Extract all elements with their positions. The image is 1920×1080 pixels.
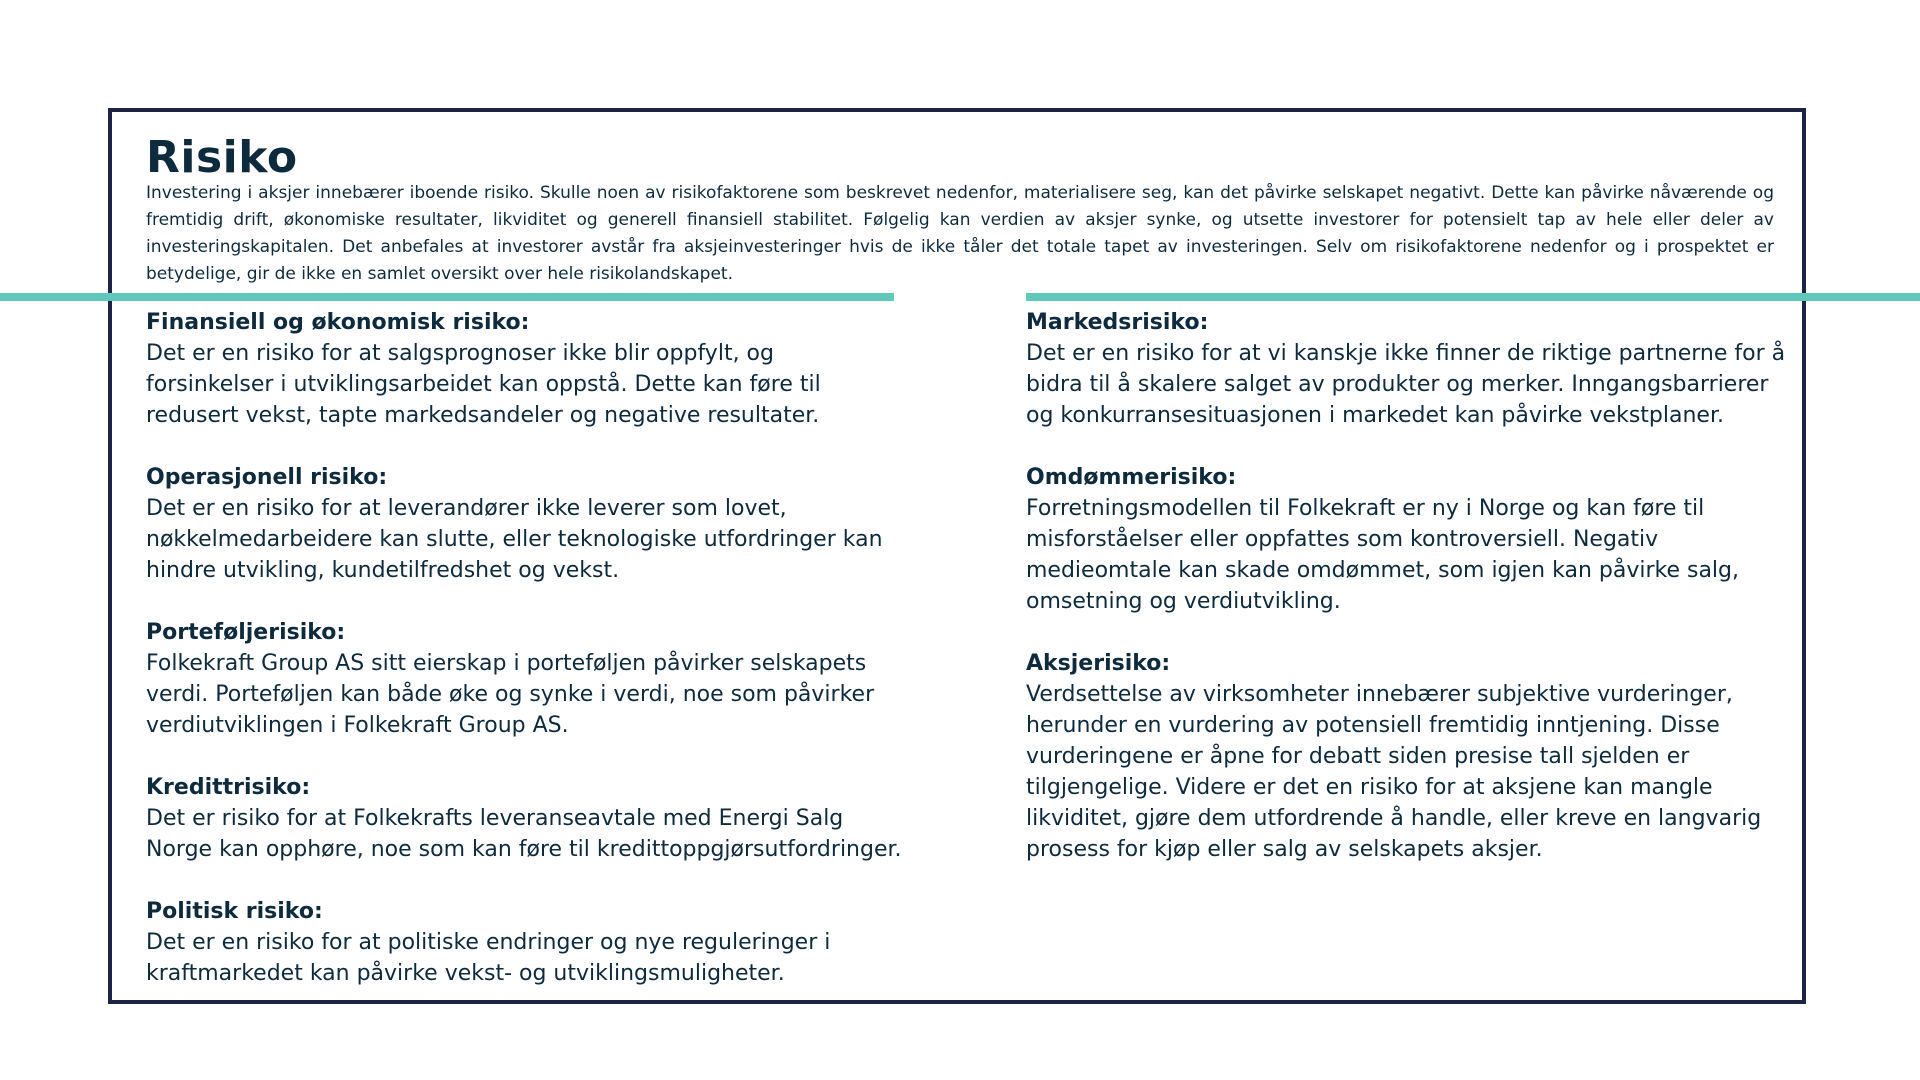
section-title: Finansiell og økonomisk risiko: (146, 310, 530, 335)
section-text: Det er en risiko for at vi kanskje ikke finner de riktige partnerne for å bidra til å skalere salget av produkter og merker. Inngangsbarrierer og konkurransesituasjonen i markedet kan påvirke vekstplaner. (1026, 341, 1786, 428)
section-text: Det er risiko for at Folkekrafts leveranseavtale med Energi Salg Norge kan opphøre, noe som kan føre til kredittoppgjørsutfordringer. (146, 806, 902, 862)
section-text: Det er en risiko for at politiske endringer og nye reguleringer i kraftmarkedet kan påvirke vekst- og utviklingsmuligheter. (146, 930, 831, 986)
left-column (146, 307, 906, 1020)
section-title: Omdømmerisiko: (1026, 465, 1237, 490)
risk-section-financial (146, 307, 906, 431)
section-text: Verdsettelse av virksomheter innebærer subjektive vurderinger, herunder en vurdering av potensiell fremtidig inntjening. Disse vurderingene er åpne for debatt siden presise tall sjelden er tilgjengelige. Videre er det en risiko for at aksjene kan mangle likviditet, gjøre dem utfordrende å handle, eller kreve en langvarig prosess for kjøp eller salg av selskapets aksjer. (1026, 682, 1762, 862)
section-title: Aksjerisiko: (1026, 651, 1171, 676)
page-title: Risiko (146, 132, 298, 183)
section-title: Politisk risiko: (146, 899, 323, 924)
risk-section-portfolio (146, 617, 906, 741)
intro-paragraph: Investering i aksjer innebærer iboende risiko. Skulle noen av risikofaktorene som beskrevet nedenfor, materialisere seg, kan det påvirke selskapet negativt. Dette kan påvirke nåværende og fremtidig drift, økonomiske resultater, likviditet og generell finansiell stabilitet. Følgelig kan verdien av aksjer synke, og utsette investorer for potensielt tap av hele eller deler av investeringskapitalen. Det anbefales at investorer avstår fra aksjeinvesteringer hvis de ikke tåler det totale tapet av investeringen. Selv om risikofaktorene nedenfor og i prospektet er betydelige, gir de ikke en samlet oversikt over hele risikolandskapet. (146, 183, 1774, 284)
accent-divider-right (1026, 293, 1920, 301)
accent-divider-left (0, 293, 894, 301)
risk-section-equity (1026, 648, 1786, 865)
section-text: Det er en risiko for at salgsprognoser ikke blir oppfylt, og forsinkelser i utviklingsarbeidet kan oppstå. Dette kan føre til redusert vekst, tapte markedsandeler og negative resultater. (146, 341, 821, 428)
section-title: Kredittrisiko: (146, 775, 311, 800)
right-column (1026, 307, 1786, 896)
risk-section-political (146, 896, 906, 989)
risk-section-credit (146, 772, 906, 865)
risk-section-operational (146, 462, 906, 586)
section-text: Forretningsmodellen til Folkekraft er ny i Norge og kan føre til misforståelser eller oppfattes som kontroversiell. Negativ medieomtale kan skade omdømmet, som igjen kan påvirke salg, omsetning og verdiutvikling. (1026, 496, 1740, 614)
section-title: Porteføljerisiko: (146, 620, 346, 645)
risk-section-market (1026, 307, 1786, 431)
risk-section-reputation (1026, 462, 1786, 617)
section-title: Markedsrisiko: (1026, 310, 1209, 335)
section-text: Folkekraft Group AS sitt eierskap i porteføljen påvirker selskapets verdi. Porteføljen kan både øke og synke i verdi, noe som påvirker verdiutviklingen i Folkekraft Group AS. (146, 651, 875, 738)
section-title: Operasjonell risiko: (146, 465, 388, 490)
section-text: Det er en risiko for at leverandører ikke leverer som lovet, nøkkelmedarbeidere kan slutte, eller teknologiske utfordringer kan hindre utvikling, kundetilfredshet og vekst. (146, 496, 883, 583)
